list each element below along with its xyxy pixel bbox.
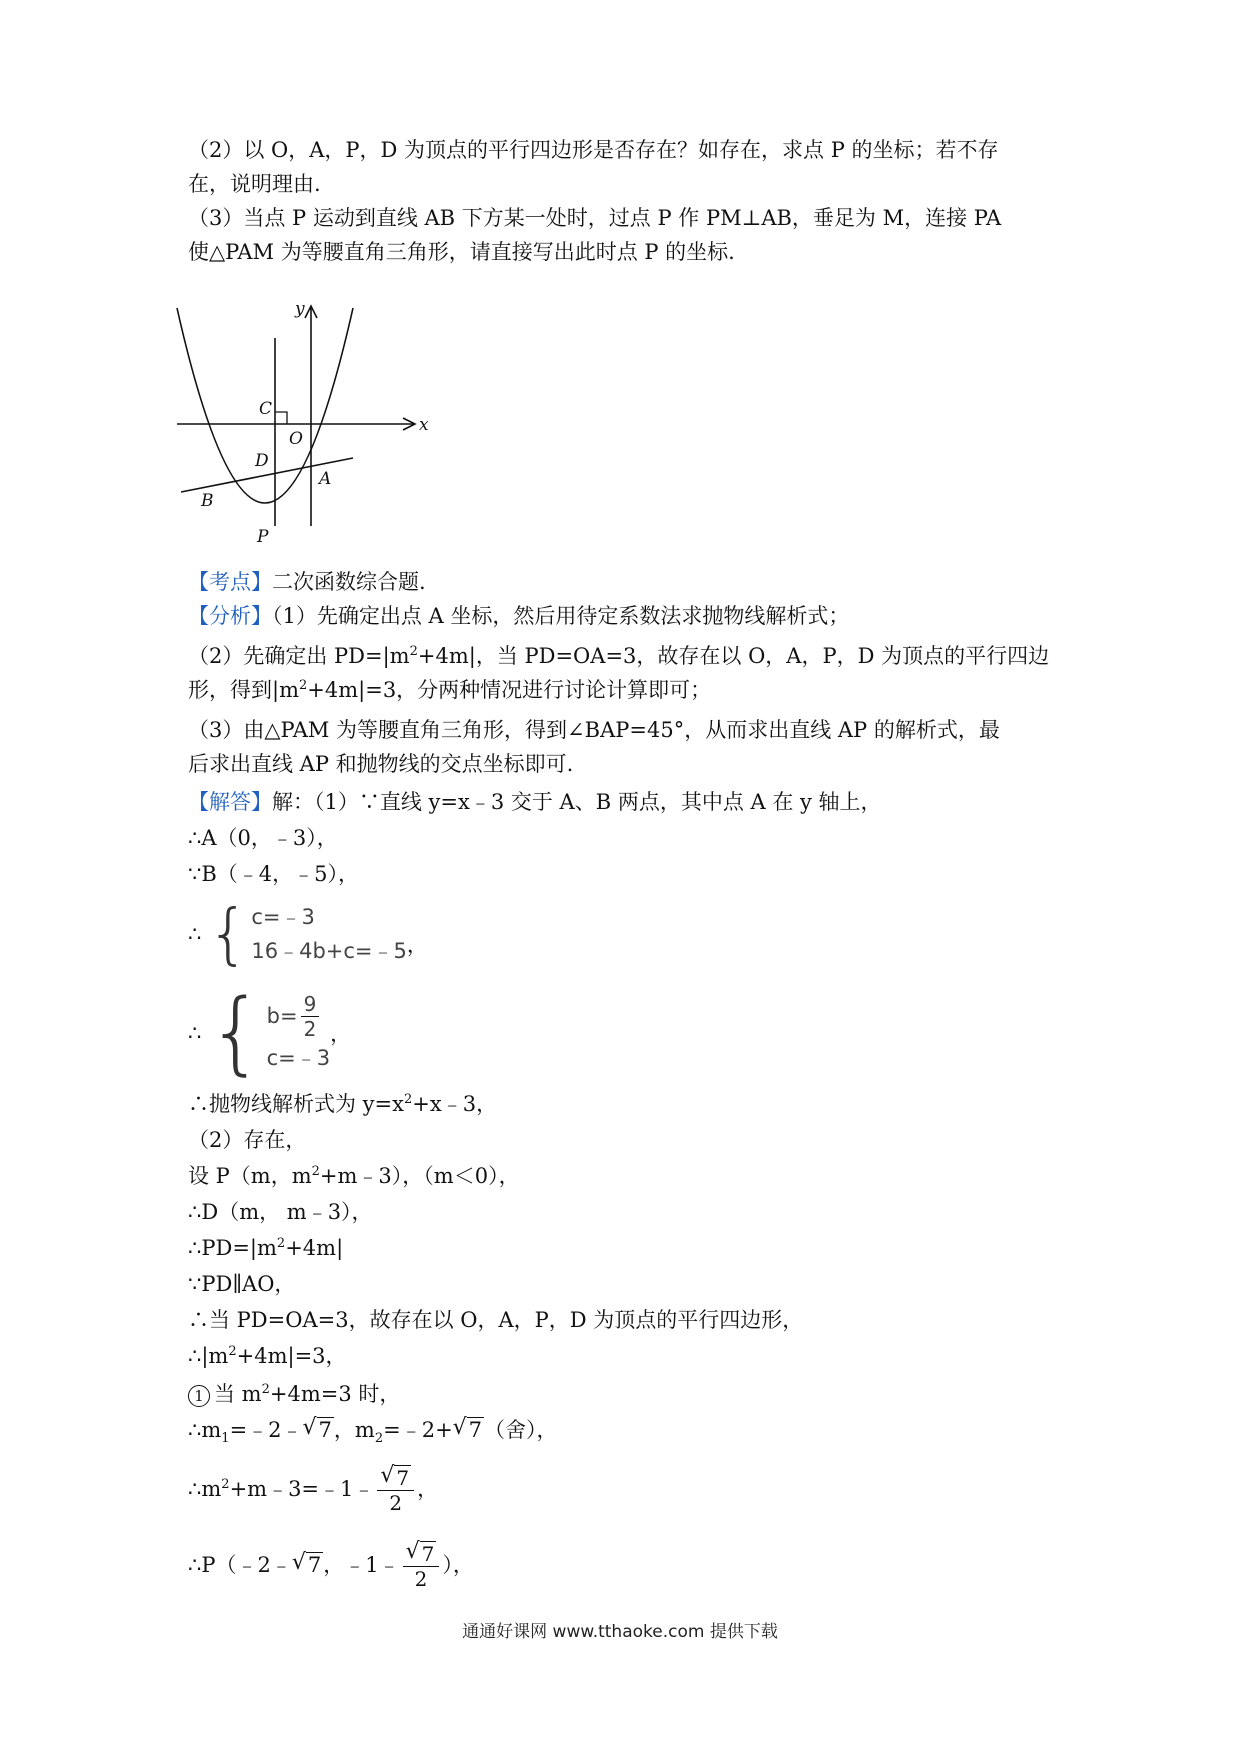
jieda-line-12: 1 当 $m^2+4m=3$ 时， <box>188 1378 400 1410</box>
label-x: x <box>419 415 429 435</box>
fenxi-line-3: 形，得到$|m^2+4m|=3$，分两种情况进行讨论计算即可； <box>188 678 712 702</box>
fenxi-line-1 <box>188 600 849 632</box>
label-p: P <box>257 527 269 547</box>
label-d: D <box>255 451 269 471</box>
label-y: y <box>295 299 305 319</box>
right-angle-mark <box>275 412 287 424</box>
jieda-line-15: ∴P（﹣2﹣√ 7，﹣1﹣ √ $\frac{7}{2}$ ）， <box>188 1542 474 1591</box>
jieda-line-9: ∵PD∥AO， <box>188 1272 296 1296</box>
fenxi-line-4: （3）由△PAM 为等腰直角三角形，得到∠BAP=45°，从而求出直线 AP 的解析式，最 <box>188 718 1000 742</box>
label-o: O <box>289 429 303 449</box>
jieda-tag: 【解答】 <box>188 790 272 814</box>
q3-line-1: （3）当点 P 运动到直线 AB 下方某一处时，过点 P 作 PM⊥AB，垂足为 M，连接 PA <box>188 206 1002 230</box>
kaodian-tag: 【考点】 <box>188 570 272 594</box>
fenxi-tag: 【分析】 <box>188 604 272 628</box>
jieda-line-5: （2）存在， <box>188 1128 307 1152</box>
jieda-line-4: ∴抛物线解析式为 $y=x^2+x﹣3$， <box>188 1092 498 1116</box>
fenxi-line-5: 后求出直线 AP 和抛物线的交点坐标即可. <box>188 752 574 776</box>
fenxi-line-2: （2）先确定出 $PD=|m^2+4m|$，当 PD=OA=3，故存在以 O，A，P，D 为顶点的平行四边 <box>188 644 1050 668</box>
q2-line-2: 在，说明理由. <box>188 172 321 196</box>
q3-line-2: 使△PAM 为等腰直角三角形，请直接写出此时点 P 的坐标. <box>188 240 735 264</box>
parabola-figure <box>175 298 435 548</box>
kaodian-text: 二次函数综合题. <box>272 570 426 594</box>
jieda-line-6: 设 P（m，$m^2+m﹣3$），（m＜0）， <box>188 1164 520 1188</box>
jieda-line-10: ∴当 PD=OA=3，故存在以 O，A，P，D 为顶点的平行四边形， <box>188 1308 804 1332</box>
jieda-line-3: ∵B（﹣4，﹣5）， <box>188 862 360 886</box>
jieda-line-2: ∴A（0，﹣3）， <box>188 826 338 850</box>
jieda-line-13: $\therefore m_1=﹣2﹣√$ 7，$m_2=﹣2+√$ 7（舍）， <box>188 1414 558 1446</box>
jieda-line-8: $\therefore PD=|m^2+4m|$ <box>188 1236 344 1260</box>
page-footer: 通通好课网 www.tthaoke.com 提供下载 <box>462 1622 778 1642</box>
equation-system-2: ∴ { b= $\frac{9}{2}$ c=﹣3 ， <box>188 980 352 1085</box>
label-b: B <box>201 491 214 511</box>
equation-system-1: ∴ { c=﹣3 16﹣4b+c=﹣5 ， <box>188 895 428 972</box>
jieda-line-7: ∴D（m， m﹣3）， <box>188 1200 373 1224</box>
jieda-line-14: $\therefore m^2+m﹣3=﹣1﹣$ √ $\frac{7}{2}$ ， <box>188 1466 438 1515</box>
jieda-line-11: $\therefore|m^2+4m|=3$， <box>188 1344 347 1368</box>
label-c: C <box>259 399 273 419</box>
q2-line-1: （2）以 O，A，P，D 为顶点的平行四边形是否存在？如存在，求点 P 的坐标；若不存 <box>188 138 999 162</box>
kaodian <box>188 566 426 598</box>
circled-number-1: 1 <box>188 1385 210 1407</box>
label-a: A <box>319 469 332 489</box>
fenxi-text-1: （1）先确定出点 A 坐标，然后用待定系数法求抛物线解析式； <box>272 604 850 628</box>
jieda-line-1: 【解答】解：（1）∵直线 y=x﹣3 交于 A、B 两点，其中点 A 在 y 轴上， <box>188 790 882 814</box>
